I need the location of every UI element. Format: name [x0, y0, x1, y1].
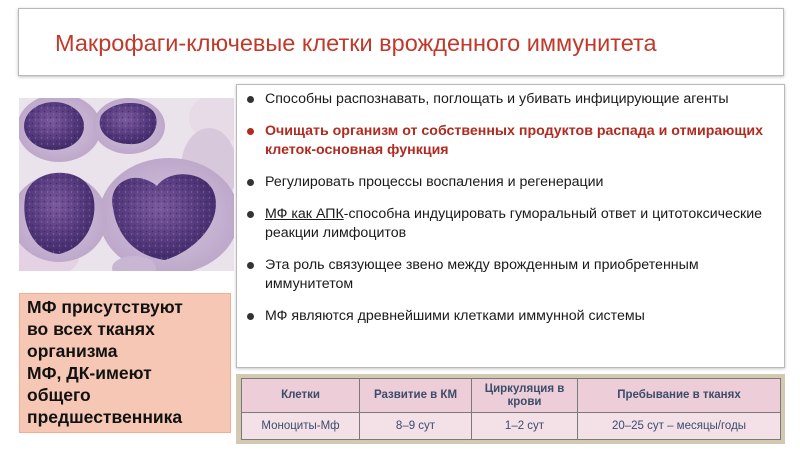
- bullet-list: [243, 90, 775, 339]
- cell-table: [236, 374, 785, 444]
- bullet-underlined-term: МФ как АПК: [265, 206, 344, 222]
- data-table: [241, 378, 781, 440]
- table-cell: 20–25 сут – месяцы/годы: [578, 413, 781, 440]
- side-note-text: МФ присутствуют во всех тканях организма МФ, ДК-имеют общего предшественника: [27, 297, 183, 427]
- bullet-item-highlighted: Очищать организм от собственных продуктов распада и отмирающих клеток-основная функция: [243, 122, 775, 160]
- bullet-item: МФ как АПК-способна индуцировать гуморальный ответ и цитотоксические реакции лимфоцитов: [243, 205, 775, 243]
- bullet-item: Эта роль связующее звено между врожденным и приобретенным иммунитетом: [243, 256, 775, 294]
- table-header-cell: Развитие в КМ: [360, 379, 472, 413]
- bullet-list-box: [236, 84, 785, 368]
- side-note-box: [19, 293, 231, 433]
- bullet-item: Способны распознавать, поглощать и убивать инфицирующие агенты: [243, 90, 775, 109]
- bullet-item: МФ являются древнейшими клетками иммунной системы: [243, 307, 775, 326]
- table-header-cell: Пребывание в тканях: [578, 379, 781, 413]
- macrophage-micrograph-icon: [19, 98, 234, 271]
- macrophage-micrograph-image: [19, 98, 234, 271]
- bullet-dot-icon: [247, 211, 254, 218]
- bullet-dot-icon: [247, 96, 254, 103]
- bullet-dot-icon: [247, 313, 254, 320]
- table-cell: 1–2 сут: [472, 413, 578, 440]
- table-header-row: [242, 379, 781, 413]
- bullet-item: Регулировать процессы воспаления и регенерации: [243, 173, 775, 192]
- slide-title: Макрофаги-ключевые клетки врожденного иммунитета: [55, 30, 657, 56]
- table-row: [242, 413, 781, 440]
- bullet-dot-icon: [247, 179, 254, 186]
- table-header-cell: Циркуляция в крови: [472, 379, 578, 413]
- table-cell: 8–9 сут: [360, 413, 472, 440]
- bullet-dot-icon: [247, 128, 254, 135]
- title-box: [18, 8, 784, 76]
- table-header-cell: Клетки: [242, 379, 360, 413]
- table-cell: Моноциты-Мф: [242, 413, 360, 440]
- bullet-dot-icon: [247, 262, 254, 269]
